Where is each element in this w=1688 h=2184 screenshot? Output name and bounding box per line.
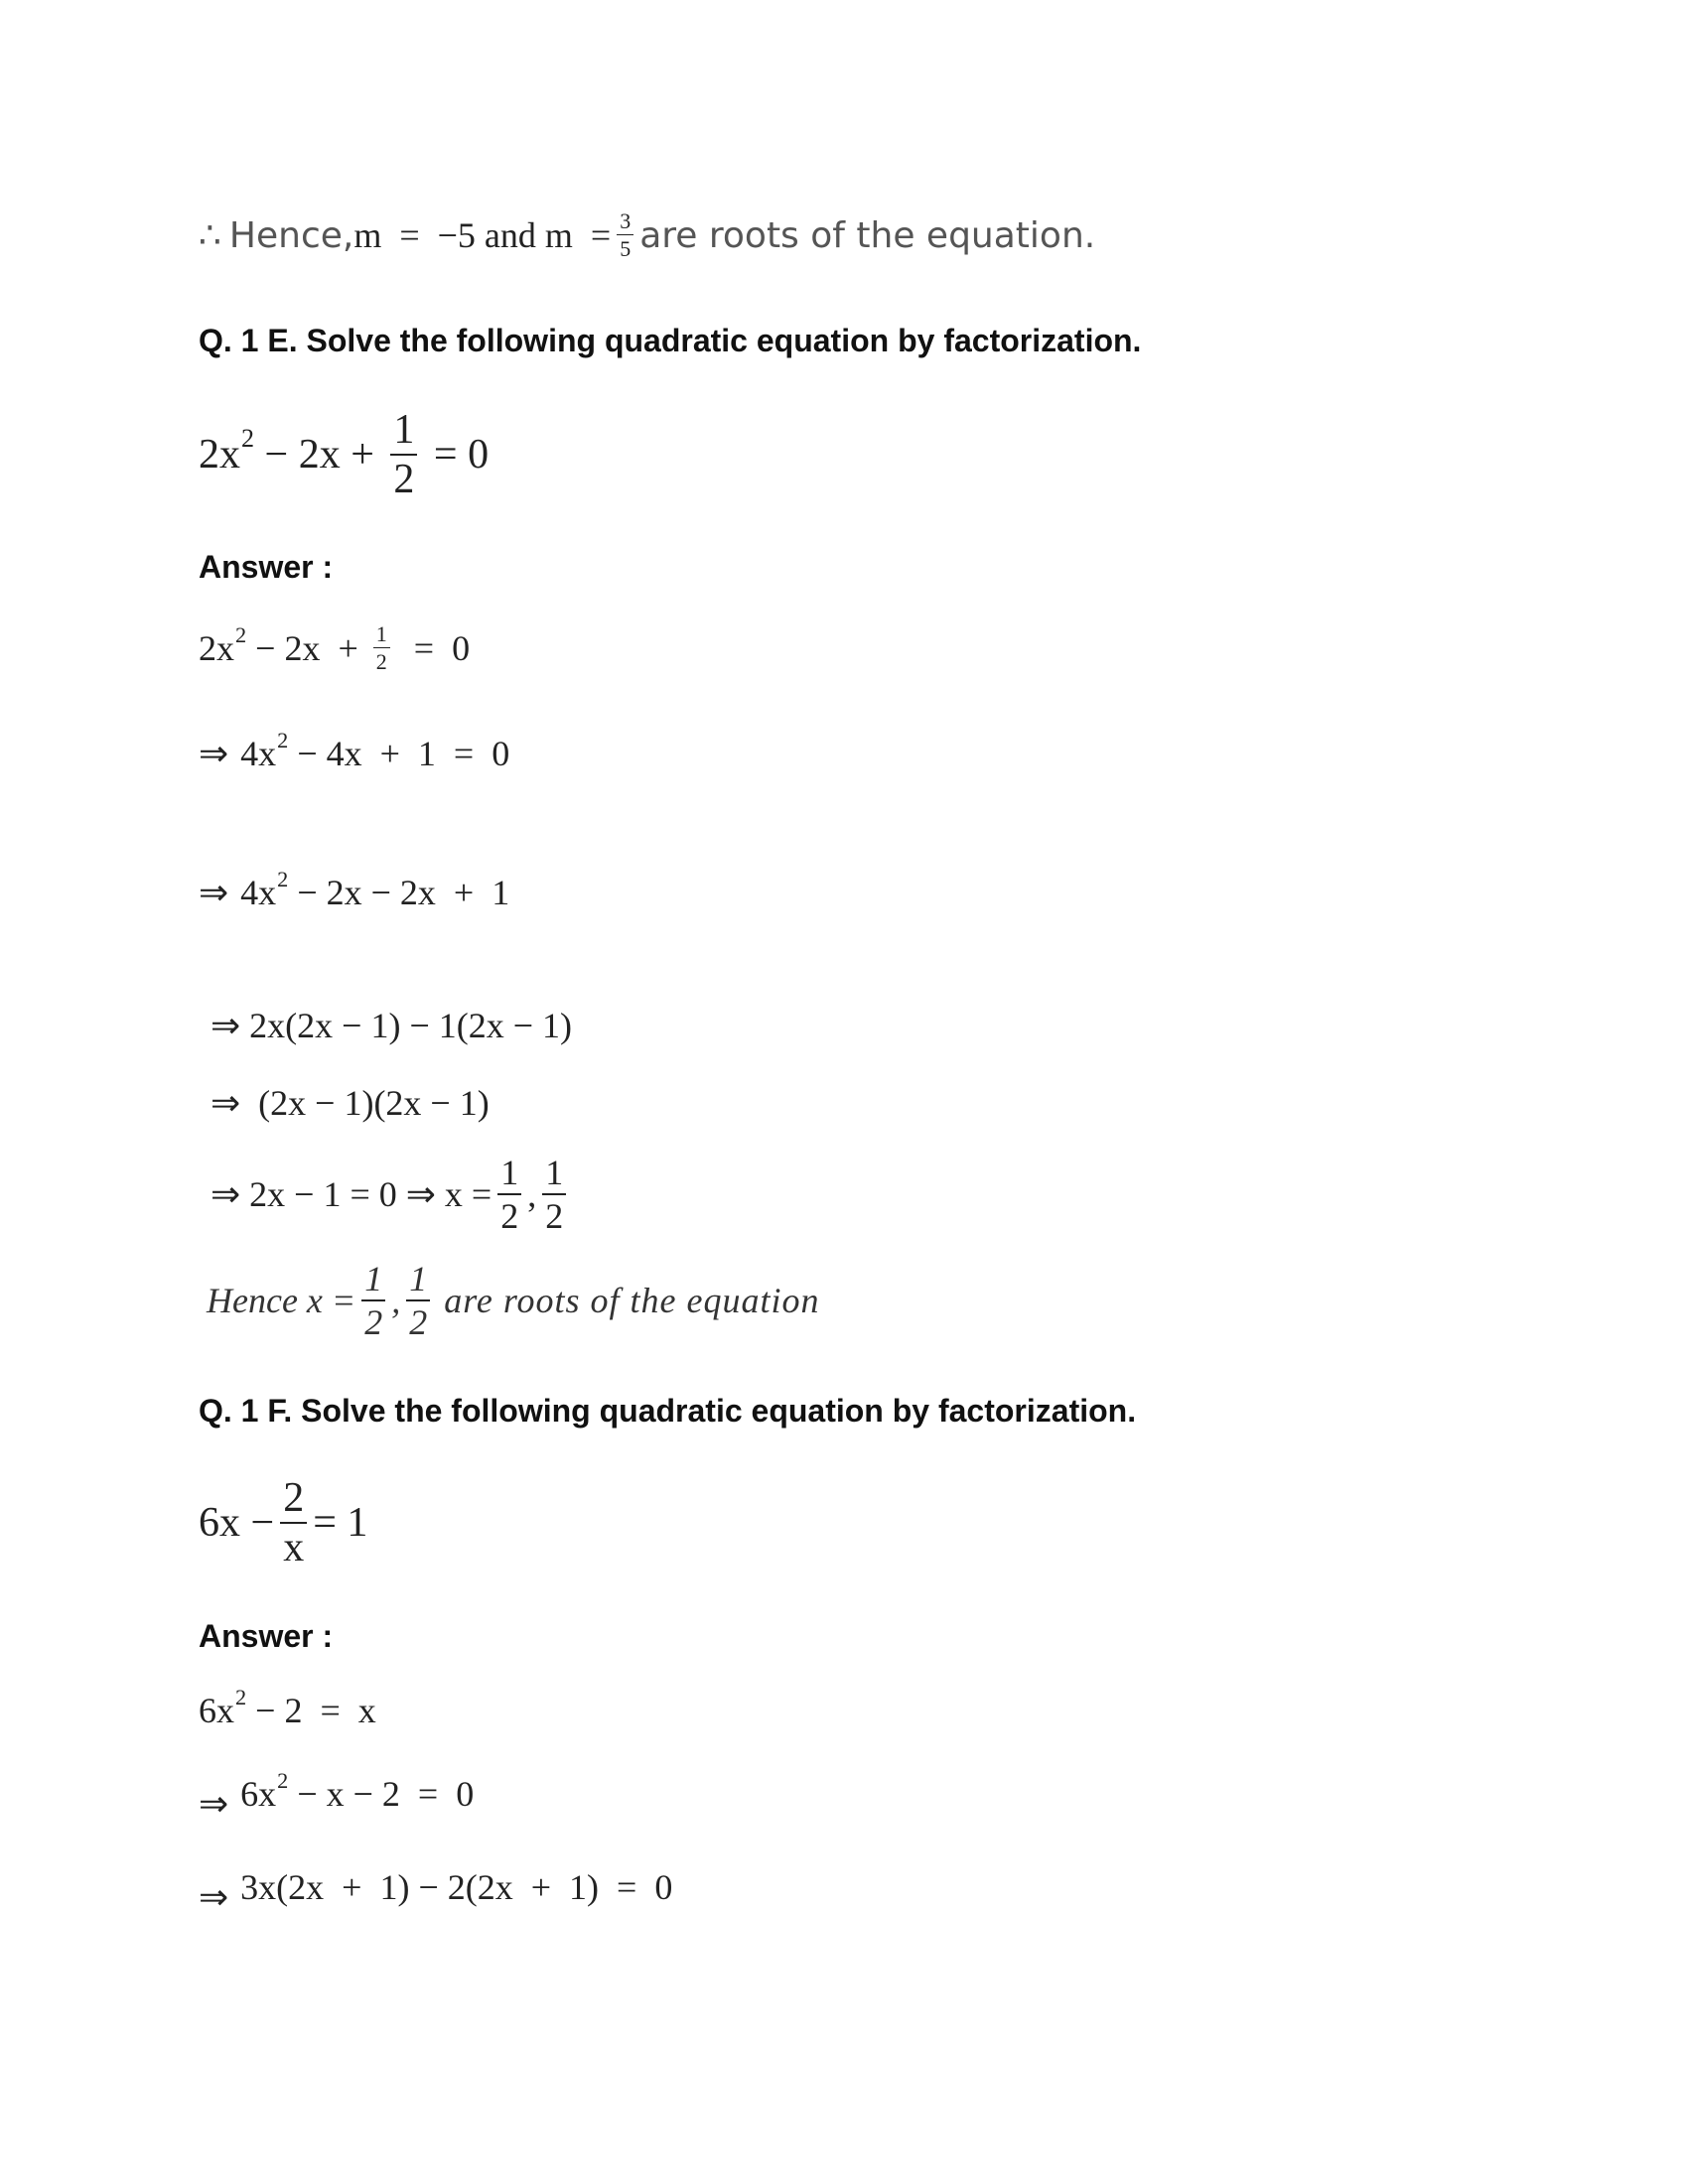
step-1f-3: ⇒ 3x(2x + 1) − 2(2x + 1) = 0 [199,1867,673,1917]
step-1e-4: ⇒ 2x(2x − 1) − 1(2x − 1) [211,1006,573,1045]
step-1e-5: ⇒ (2x − 1)(2x − 1) [211,1083,490,1123]
conclusion-text-b: are roots of the equation. [639,214,1096,256]
step-1e-2: ⇒ 4x 2 − 4x + 1 = 0 [199,727,510,773]
question-1f-title: Q. 1 F. Solve the following quadratic equation by factorization. [199,1393,1137,1429]
question-1f-equation: 6x − $\frac{2}{x}$ = 1 [199,1475,368,1570]
question-1e-title: Q. 1 E. Solve the following quadratic equation by factorization. [199,323,1142,358]
step-1f-2: ⇒ 6x 2 − x − 2 = 0 [199,1767,475,1824]
step-1e-1: 2x 2 − 2x + $\frac{1}{2}$ = 0 [199,621,471,674]
step-1e-3: ⇒ 4x 2 − 2x − 2x + 1 [199,866,510,912]
step-1f-1: 6x 2 − 2 = x [199,1684,376,1730]
therefore-symbol: ∴ [199,214,221,256]
answer-label-1e: Answer : [199,549,334,585]
conclusion-expression: m = −5 and m = [353,215,612,255]
question-1e-equation: 2x 2 − 2x + $\frac{1}{2}$ = 0 [199,407,490,502]
conclusion-fraction: $\frac{3}{5}$ [617,210,633,260]
equation-fraction: $\frac{1}{2}$ [390,409,417,500]
step-1e-conclusion: Hence x = $\frac{1}{2}$ , $\frac{1}{2}$ are roots of the equation [207,1259,820,1342]
answer-label-1f: Answer : [199,1618,334,1654]
conclusion-text-a: Hence, [228,214,354,256]
step-1e-6: ⇒ 2x − 1 = 0 ⇒ x = $\frac{1}{2}$ , $\frac{1}{2}$ [211,1155,572,1234]
previous-conclusion [199,210,1095,260]
